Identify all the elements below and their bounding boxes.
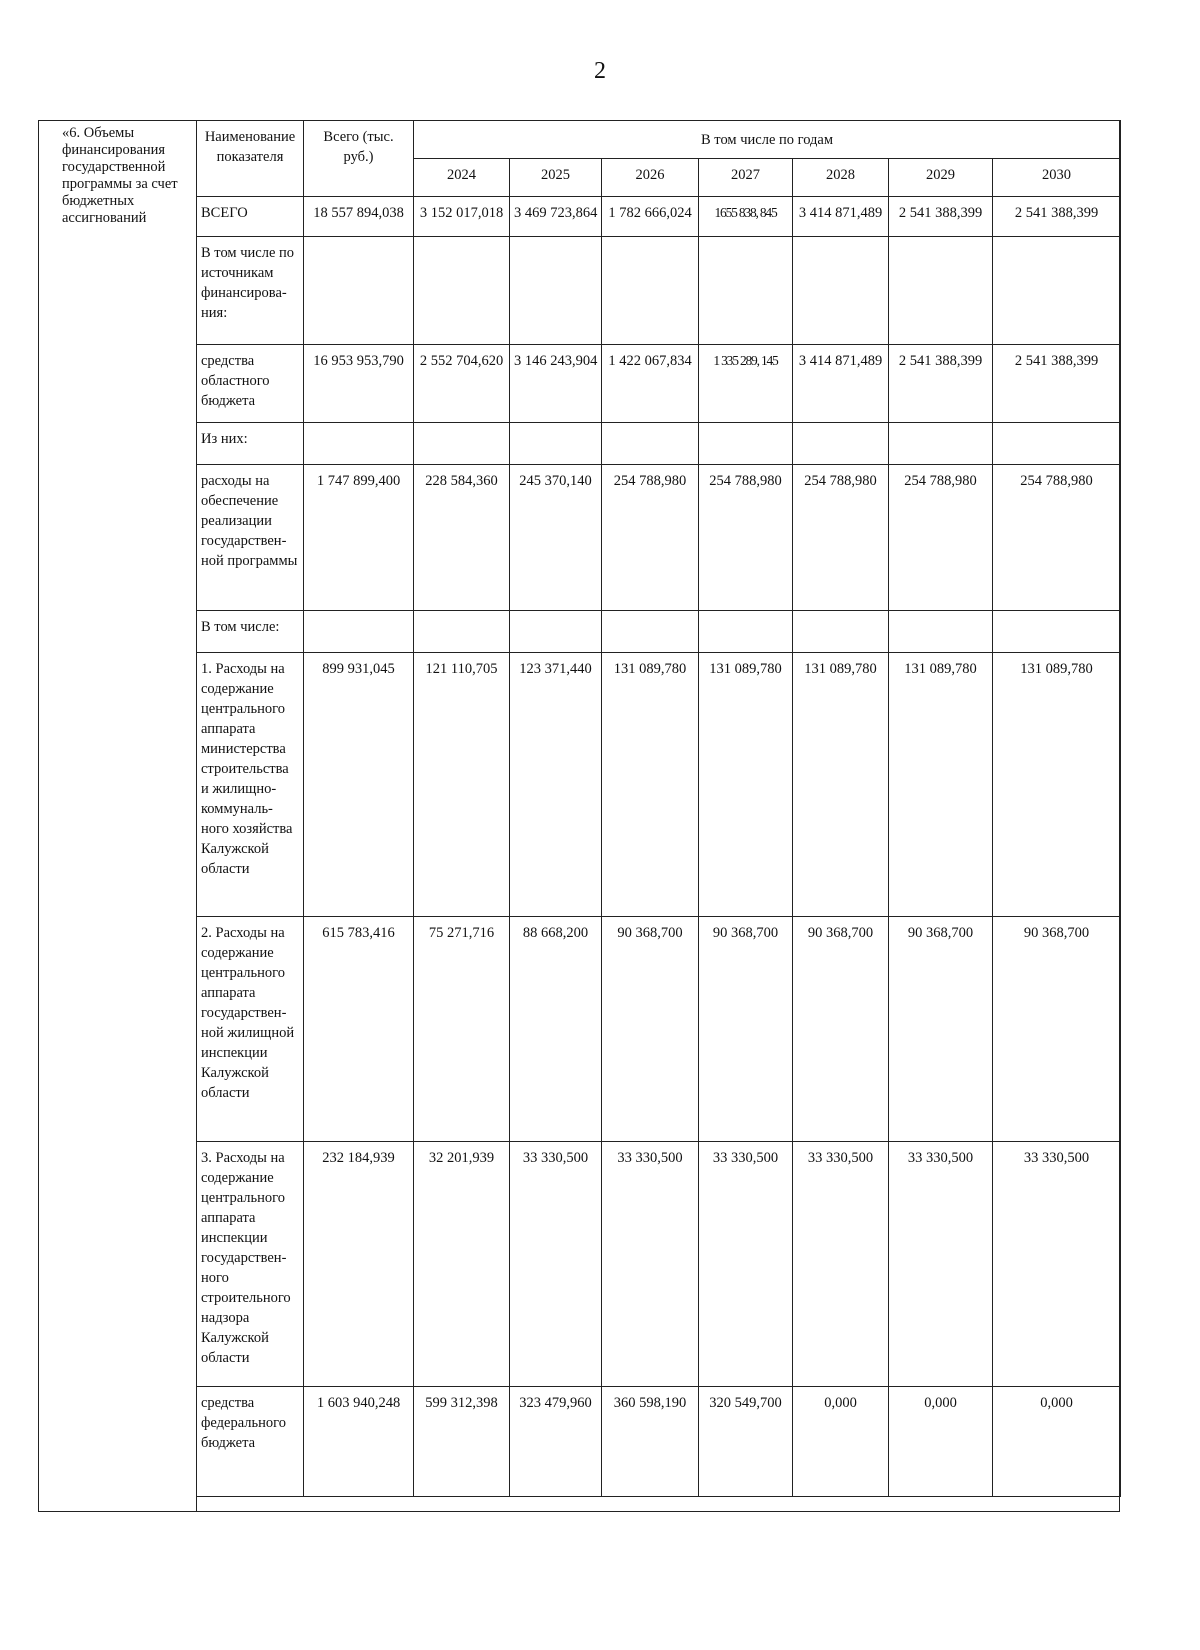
cell-value: 123 371,440 (510, 653, 602, 917)
cell-value (889, 611, 993, 653)
header-year: 2024 (414, 159, 510, 197)
table-row (197, 345, 1121, 423)
table-row (197, 465, 1121, 611)
cell-value (304, 423, 414, 465)
cell-value: 1 747 899,400 (304, 465, 414, 611)
cell-value: 320 549,700 (699, 1387, 793, 1497)
cell-value: 232 184,939 (304, 1142, 414, 1387)
cell-value: 121 110,705 (414, 653, 510, 917)
header-year: 2025 (510, 159, 602, 197)
cell-value: 1 335 289, 145 (699, 345, 793, 423)
cell-value (304, 611, 414, 653)
header-row (197, 121, 1121, 159)
cell-value: 0,000 (889, 1387, 993, 1497)
cell-value: 90 368,700 (699, 917, 793, 1142)
cell-value: 228 584,360 (414, 465, 510, 611)
cell-value (602, 237, 699, 345)
header-name: Наименование показателя (197, 121, 304, 197)
cell-value: 90 368,700 (793, 917, 889, 1142)
header-total: Всего (тыс. руб.) (304, 121, 414, 197)
cell-value (793, 237, 889, 345)
cell-value: 131 089,780 (993, 653, 1121, 917)
row-label: средства федерального бюджета (197, 1387, 304, 1497)
table-row (197, 1387, 1121, 1497)
header-year: 2029 (889, 159, 993, 197)
cell-value: 599 312,398 (414, 1387, 510, 1497)
cell-value: 245 370,140 (510, 465, 602, 611)
row-label: средства областного бюджета (197, 345, 304, 423)
header-by-years: В том числе по годам (414, 121, 1121, 159)
financing-table (196, 120, 1121, 1497)
cell-value (993, 423, 1121, 465)
cell-value: 1 422 067,834 (602, 345, 699, 423)
cell-value: 131 089,780 (793, 653, 889, 917)
cell-value (793, 423, 889, 465)
cell-value: 33 330,500 (993, 1142, 1121, 1387)
cell-value: 1655 838, 845 (699, 197, 793, 237)
cell-value: 3 152 017,018 (414, 197, 510, 237)
cell-value (602, 423, 699, 465)
cell-value: 75 271,716 (414, 917, 510, 1142)
row-label: расходы на обеспечение реализации государствен-ной программы (197, 465, 304, 611)
table-row (197, 653, 1121, 917)
cell-value (699, 611, 793, 653)
cell-value (414, 423, 510, 465)
cell-value: 3 414 871,489 (793, 197, 889, 237)
cell-value: 2 541 388,399 (889, 345, 993, 423)
cell-value (414, 237, 510, 345)
cell-value (699, 237, 793, 345)
cell-value: 90 368,700 (602, 917, 699, 1142)
cell-value: 254 788,980 (699, 465, 793, 611)
cell-value (699, 423, 793, 465)
cell-value: 33 330,500 (602, 1142, 699, 1387)
cell-value: 131 089,780 (699, 653, 793, 917)
cell-value: 33 330,500 (889, 1142, 993, 1387)
cell-value (510, 611, 602, 653)
cell-value (993, 237, 1121, 345)
table-row (197, 197, 1121, 237)
cell-value: 88 668,200 (510, 917, 602, 1142)
table-row (197, 423, 1121, 465)
cell-value: 90 368,700 (993, 917, 1121, 1142)
cell-value: 18 557 894,038 (304, 197, 414, 237)
cell-value (510, 237, 602, 345)
cell-value: 360 598,190 (602, 1387, 699, 1497)
cell-value: 33 330,500 (793, 1142, 889, 1387)
cell-value: 254 788,980 (793, 465, 889, 611)
cell-value: 3 414 871,489 (793, 345, 889, 423)
cell-value: 2 541 388,399 (993, 197, 1121, 237)
section-label: «6. Объемы финансирования государственной программы за счет бюджетных ассигнований (62, 125, 178, 226)
cell-value: 899 931,045 (304, 653, 414, 917)
header-year: 2030 (993, 159, 1121, 197)
cell-value: 90 368,700 (889, 917, 993, 1142)
cell-value (889, 237, 993, 345)
cell-value (414, 611, 510, 653)
cell-value: 2 541 388,399 (889, 197, 993, 237)
cell-value: 3 146 243,904 (510, 345, 602, 423)
cell-value: 0,000 (993, 1387, 1121, 1497)
table-row (197, 917, 1121, 1142)
cell-value: 254 788,980 (993, 465, 1121, 611)
cell-value: 323 479,960 (510, 1387, 602, 1497)
header-year: 2026 (602, 159, 699, 197)
row-label: 1. Расходы на содержание центрального аппарата министерства строительства и жилищно-коммуналь-ного хозяйства Калужской области (197, 653, 304, 917)
cell-value: 131 089,780 (889, 653, 993, 917)
cell-value: 1 782 666,024 (602, 197, 699, 237)
cell-value: 254 788,980 (889, 465, 993, 611)
cell-value: 32 201,939 (414, 1142, 510, 1387)
cell-value: 16 953 953,790 (304, 345, 414, 423)
header-year: 2028 (793, 159, 889, 197)
cell-value: 2 552 704,620 (414, 345, 510, 423)
row-label: 2. Расходы на содержание центрального аппарата государствен-ной жилищной инспекции Калужской области (197, 917, 304, 1142)
cell-value (889, 423, 993, 465)
cell-value (304, 237, 414, 345)
cell-value: 33 330,500 (510, 1142, 602, 1387)
row-label: В том числе: (197, 611, 304, 653)
cell-value (602, 611, 699, 653)
header-year: 2027 (699, 159, 793, 197)
cell-value: 3 469 723,864 (510, 197, 602, 237)
row-label: Из них: (197, 423, 304, 465)
page-number: 2 (594, 58, 606, 84)
cell-value: 0,000 (793, 1387, 889, 1497)
row-label: ВСЕГО (197, 197, 304, 237)
cell-value: 1 603 940,248 (304, 1387, 414, 1497)
cell-value: 33 330,500 (699, 1142, 793, 1387)
table-row (197, 237, 1121, 345)
cell-value (510, 423, 602, 465)
row-label: 3. Расходы на содержание центрального аппарата инспекции государствен-ного строительного надзора Калужской области (197, 1142, 304, 1387)
table-row (197, 1142, 1121, 1387)
cell-value (793, 611, 889, 653)
cell-value: 615 783,416 (304, 917, 414, 1142)
cell-value (993, 611, 1121, 653)
row-label: В том числе по источникам финансирова-ния: (197, 237, 304, 345)
cell-value: 131 089,780 (602, 653, 699, 917)
table-row (197, 611, 1121, 653)
cell-value: 2 541 388,399 (993, 345, 1121, 423)
cell-value: 254 788,980 (602, 465, 699, 611)
